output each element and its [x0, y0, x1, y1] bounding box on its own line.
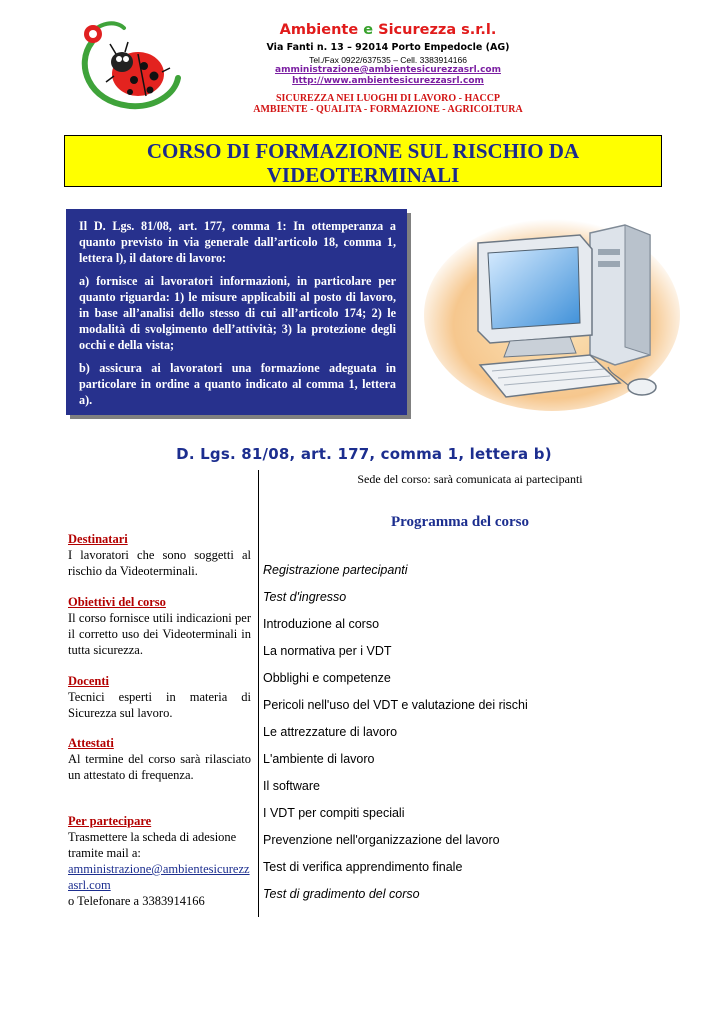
course-title-line2: VIDEOTERMINALI — [266, 163, 460, 187]
section-heading: Obiettivi del corso — [68, 595, 166, 609]
tagline-2: AMBIENTE - QUALITA - FORMAZIONE - AGRICOLTURA — [253, 104, 523, 115]
company-email-link[interactable]: amministrazione@ambientesicurezzasrl.com — [275, 65, 501, 75]
legal-info-box — [66, 209, 407, 415]
company-website-link[interactable]: http://www.ambientesicurezzasrl.com — [292, 76, 484, 86]
course-location-note: Sede del corso: sarà comunicata ai partecipanti — [357, 472, 583, 486]
program-item: Registrazione partecipanti — [263, 563, 408, 577]
legal-info-paragraph-3: b) assicura ai lavoratori una formazione adeguata in particolare in ordine a quanto indicato al comma 1, lettera a). — [79, 361, 396, 407]
section-obiettivi — [68, 594, 251, 658]
program-item: Test di verifica apprendimento finale — [263, 860, 463, 874]
program-item: Introduzione al corso — [263, 617, 380, 631]
computer-illustration-icon — [420, 205, 685, 415]
program-item: Test d'ingresso — [263, 590, 347, 604]
section-text: Tecnici esperti in materia di Sicurezza sul lavoro. — [68, 690, 251, 720]
section-heading: Destinatari — [68, 532, 128, 546]
section-heading: Docenti — [68, 674, 109, 688]
program-item: L'ambiente di lavoro — [263, 752, 375, 766]
company-address: Via Fanti n. 13 – 92014 Porto Empedocle (AG) — [266, 42, 510, 53]
section-destinatari — [68, 531, 251, 579]
contact-email-link[interactable]: amministrazione@ambientesicurezzasrl.com — [68, 862, 250, 892]
section-heading: Attestati — [68, 736, 114, 750]
section-heading: Per partecipare — [68, 814, 152, 828]
program-item: Pericoli nell'uso del VDT e valutazione dei rischi — [263, 698, 528, 712]
program-item: Test di gradimento del corso — [263, 887, 420, 901]
section-text: Al termine del corso sarà rilasciato un attestato di frequenza. — [68, 752, 251, 782]
section-text: Trasmettere la scheda di adesione tramite mail a: — [68, 830, 237, 860]
program-item: La normativa per i VDT — [263, 644, 392, 658]
section-per-partecipare — [68, 813, 251, 909]
section-attestati — [68, 735, 251, 783]
legal-reference-subtitle: D. Lgs. 81/08, art. 177, comma 1, lettera b) — [176, 445, 552, 463]
company-name — [236, 22, 540, 38]
section-text: I lavoratori che sono soggetti al rischio da Videoterminali. — [68, 548, 251, 578]
column-divider — [258, 470, 259, 917]
program-item: Prevenzione nell'organizzazione del lavoro — [263, 833, 500, 847]
program-list — [263, 561, 593, 912]
program-title: Programma del corso — [390, 514, 530, 530]
legal-info-paragraph-2: a) fornisce ai lavoratori informazioni, in particolare per quanto riguarda: 1) le misure applicabili al posto di lavoro, in base all’analisi dello stesso di cui all’articolo 174; 2) le modalità di svolgimento dell’attività; 3) la protezione degli occhi e della vista; — [79, 274, 396, 352]
program-item: Le attrezzature di lavoro — [263, 725, 398, 739]
ladybug-logo-icon — [70, 14, 182, 110]
section-text: Il corso fornisce utili indicazioni per il corretto uso dei Videoterminali in tutta sicurezza. — [68, 611, 251, 657]
tagline-1: SICUREZZA NEI LUOGHI DI LAVORO - HACCP — [275, 93, 501, 104]
company-logo — [70, 14, 182, 110]
section-docenti — [68, 673, 251, 721]
company-phone: Tel./Fax 0922/637535 – Cell. 3383914166 — [309, 55, 467, 65]
contact-phone-text: o Telefonare a 3383914166 — [68, 894, 205, 908]
computer-illustration — [420, 205, 685, 415]
program-item: I VDT per compiti speciali — [263, 806, 405, 820]
course-title-line1: CORSO DI FORMAZIONE SUL RISCHIO DA — [146, 139, 580, 163]
company-name-part3: Sicurezza s.r.l. — [373, 22, 497, 38]
program-item: Obblighi e competenze — [263, 671, 391, 685]
course-title-box — [64, 135, 662, 187]
program-item: Il software — [263, 779, 320, 793]
legal-info-paragraph-1: Il D. Lgs. 81/08, art. 177, comma 1: In ottemperanza a quanto previsto in via generale dall’articolo 18, comma 1, lettera l), il datore di lavoro: — [79, 219, 396, 265]
company-name-part2: e — [363, 22, 374, 38]
company-name-part1: Ambiente — [279, 22, 364, 38]
